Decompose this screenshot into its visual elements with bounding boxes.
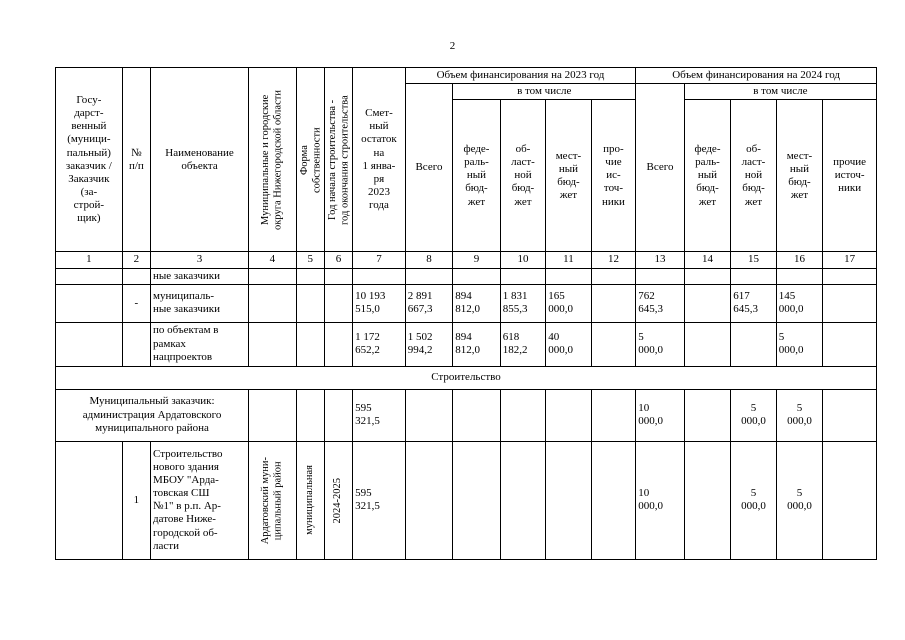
row-name: муниципаль- ные заказчики: [151, 284, 249, 322]
col-num: 17: [823, 252, 877, 268]
row-regional-2023: 618 182,2: [500, 322, 545, 366]
row-local-2023: 165 000,0: [546, 284, 591, 322]
customer-total-2024: 10 000,0: [636, 389, 685, 441]
header-federal-2023: феде- раль- ный бюд- жет: [453, 100, 501, 252]
col-num: 10: [500, 252, 545, 268]
row-total-2024: 762 645,3: [636, 284, 685, 322]
row-federal-2023: 894 812,0: [453, 322, 501, 366]
object-years: 2024-2025: [324, 441, 352, 559]
row-federal-2023: 894 812,0: [453, 284, 501, 322]
customer-local-2024: 5 000,0: [776, 389, 823, 441]
header-num: № п/п: [122, 68, 150, 252]
header-other-2024: прочие источ- ники: [823, 100, 877, 252]
col-num: 12: [591, 252, 636, 268]
header-name: Наименование объекта: [151, 68, 249, 252]
header-other-2023: про- чие ис- точ- ники: [591, 100, 636, 252]
header-ownership: Форма собственности: [296, 68, 324, 252]
header-customer: Госу- дарст- венный (муници- пальный) заказчик / Заказчик (за- строй- щик): [56, 68, 123, 252]
header-federal-2024: феде- раль- ный бюд- жет: [684, 100, 731, 252]
row-name: ные заказчики: [151, 268, 249, 284]
header-fin-2023: Объем финансирования на 2023 год: [405, 68, 636, 84]
object-regional-2024: 5 000,0: [731, 441, 776, 559]
row-balance: 10 193 515,0: [353, 284, 406, 322]
row-local-2024: 145 000,0: [776, 284, 823, 322]
col-num: 4: [249, 252, 297, 268]
object-num: 1: [122, 441, 150, 559]
header-local-2023: мест- ный бюд- жет: [546, 100, 591, 252]
header-balance: Смет- ный остаток на 1 янва- ря 2023 года: [353, 68, 406, 252]
customer-row: [56, 389, 877, 441]
object-balance: 595 321,5: [353, 441, 406, 559]
table-row: [56, 284, 877, 322]
object-ownership: муниципальная: [296, 441, 324, 559]
header-fin-2024: Объем финансирования на 2024 год: [636, 68, 877, 84]
row-name: по объектам в рамках нацпроектов: [151, 322, 249, 366]
col-num: 2: [122, 252, 150, 268]
financing-table: [55, 67, 877, 560]
header-regional-2024: об- ласт- ной бюд- жет: [731, 100, 776, 252]
col-num: 14: [684, 252, 731, 268]
object-municipality: Ардатовский муни- ципальный район: [249, 441, 297, 559]
customer-label: Муниципальный заказчик: администрация Ардатовского муниципального района: [56, 389, 249, 441]
row-regional-2024: 617 645,3: [731, 284, 776, 322]
table-row: [56, 322, 877, 366]
col-num: 3: [151, 252, 249, 268]
header-including-2023: в том числе: [453, 84, 636, 100]
row-regional-2023: 1 831 855,3: [500, 284, 545, 322]
row-local-2023: 40 000,0: [546, 322, 591, 366]
object-row: [56, 441, 877, 559]
page-number: 2: [449, 40, 456, 52]
customer-regional-2024: 5 000,0: [731, 389, 776, 441]
section-row: [56, 366, 877, 389]
object-name: Строительство нового здания МБОУ "Арда- товская СШ №1" в р.п. Ар- датове Ниже- городской об- ласти: [151, 441, 249, 559]
column-numbers-row: [56, 252, 877, 268]
header-regional-2023: об- ласт- ной бюд- жет: [500, 100, 545, 252]
section-title: Строительство: [56, 366, 877, 389]
row-total-2023: 1 502 994,2: [405, 322, 453, 366]
col-num: 13: [636, 252, 685, 268]
header-including-2024: в том числе: [684, 84, 876, 100]
header-local-2024: мест- ный бюд- жет: [776, 100, 823, 252]
col-num: 15: [731, 252, 776, 268]
header-years: Год начала строительства - год окончания строительства: [324, 68, 352, 252]
row-total-2023: 2 891 667,3: [405, 284, 453, 322]
row-num: -: [122, 284, 150, 322]
table-row: [56, 268, 877, 284]
col-num: 5: [296, 252, 324, 268]
col-num: 11: [546, 252, 591, 268]
header-municipality: Муниципальные и городские округа Нижегородской области: [249, 68, 297, 252]
row-total-2024: 5 000,0: [636, 322, 685, 366]
col-num: 7: [353, 252, 406, 268]
row-balance: 1 172 652,2: [353, 322, 406, 366]
customer-balance: 595 321,5: [353, 389, 406, 441]
col-num: 1: [56, 252, 123, 268]
col-num: 9: [453, 252, 501, 268]
header-total-2023: Всего: [405, 84, 453, 252]
col-num: 16: [776, 252, 823, 268]
col-num: 8: [405, 252, 453, 268]
header-total-2024: Всего: [636, 84, 685, 252]
row-local-2024: 5 000,0: [776, 322, 823, 366]
object-local-2024: 5 000,0: [776, 441, 823, 559]
object-total-2024: 10 000,0: [636, 441, 685, 559]
col-num: 6: [324, 252, 352, 268]
